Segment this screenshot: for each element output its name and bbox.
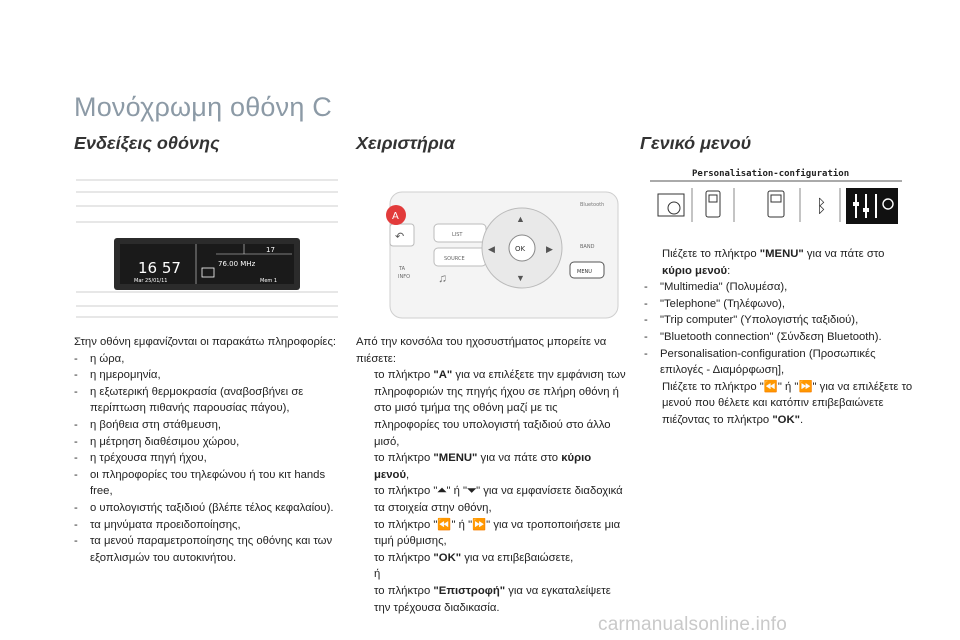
bluetooth-icon: ᛒ	[816, 196, 827, 216]
ok-button-label: OK	[515, 245, 526, 253]
list-item: το πλήκτρο "A" για να επιλέξετε την εμφάνιση των πληροφοριών της πηγής ήχου σε πλήρη οθόνη ή στο μισό τμήμα της οθόνη μαζί με τις πληροφορίες του υπολογιστή ταξιδιού στο άλλο μισό,	[374, 369, 626, 448]
label-a: A	[392, 211, 399, 222]
display-mem: Mem 1	[260, 278, 278, 284]
right-arrow-icon: ▶	[546, 244, 553, 254]
controls-text	[356, 334, 626, 616]
display-info-text	[74, 334, 342, 566]
left-arrow-icon: ◀	[488, 244, 495, 254]
controls-illustration	[354, 178, 624, 326]
list-item: το πλήκτρο "⏶" ή "⏷" για να εμφανίσετε διαδοχικά τα στοιχεία στην οθόνη,	[374, 485, 623, 514]
watermark: carmanualsonline.info	[598, 614, 788, 635]
multimedia-icon	[658, 194, 684, 216]
list-item: - η μέτρηση διαθέσιμου χώρου,	[74, 435, 240, 448]
list-item: - η τρέχουσα πηγή ήχου,	[74, 452, 207, 465]
list-item: το πλήκτρο "OK" για να επιβεβαιώσετε,	[374, 551, 574, 564]
sub-list-item: - "Trip computer" (Υπολογιστής ταξιδιού),	[644, 314, 859, 327]
sub-list-item: - Personalisation-configuration (Προσωπικές επιλογές - Διαμόρφωση],	[644, 347, 876, 377]
display-illustration	[76, 172, 338, 320]
or-text: ή	[374, 568, 381, 581]
list-item: - η εξωτερική θερμοκρασία (αναβοσβήνει σε περίπτωση πιθανής παρουσίας πάγου),	[74, 385, 304, 415]
display-freq: 76.00 MHz	[218, 260, 256, 268]
list-item: το πλήκτρο "⏪" ή "⏩" για να τροποποιήσετε μια τιμή ρύθμισης,	[374, 518, 621, 548]
band-button-label: BAND	[580, 244, 595, 250]
trip-computer-icon	[768, 191, 784, 217]
list-item: Πιέζετε το πλήκτρο "MENU" για να πάτε στο κύριο μενού:	[662, 248, 885, 277]
menu-text	[644, 246, 914, 429]
section-heading-controls: Χειριστήρια	[356, 133, 455, 153]
list-item: - τα μηνύματα προειδοποίησης,	[74, 518, 241, 531]
down-arrow-icon: ▼	[516, 273, 525, 283]
sub-list-item: - "Telephone" (Τηλέφωνο),	[644, 297, 786, 310]
menu-illustration	[650, 164, 902, 230]
menu-title: Personalisation-configuration	[692, 169, 850, 179]
music-note-icon: ♫	[438, 271, 447, 285]
list-item: - η βοήθεια στη στάθμευση,	[74, 418, 222, 431]
page-title: Μονόχρωμη οθόνη C	[74, 92, 332, 122]
list-item: το πλήκτρο "MENU" για να πάτε στο κύριο μενού,	[374, 452, 592, 481]
telephone-icon	[706, 191, 720, 217]
ta-info-label: INFO	[398, 274, 411, 280]
section-heading-display: Ενδείξεις οθόνης	[74, 133, 220, 153]
list-item: - η ώρα,	[74, 352, 125, 365]
display-time: 16 57	[138, 259, 181, 277]
bluetooth-brand-label: Bluetooth	[580, 202, 605, 208]
section-heading-menu: Γενικό μενού	[640, 133, 752, 153]
list-item: - οι πληροφορίες του τηλεφώνου ή του κιτ hands free,	[74, 468, 326, 498]
controls-intro: Από την κονσόλα του ηχοσυστήματος μπορείτε να πιέσετε:	[356, 336, 607, 365]
list-item: - ο υπολογιστής ταξιδιού (βλέπε τέλος κεφαλαίου).	[74, 501, 334, 514]
display-intro: Στην οθόνη εμφανίζονται οι παρακάτω πληροφορίες:	[74, 336, 337, 348]
list-item: - τα μενού παραμετροποίησης της οθόνης και των εξοπλισμών του αυτοκινήτου.	[74, 535, 333, 564]
display-date: Mar 25/01/11	[134, 278, 168, 284]
list-item: - η ημερομηνία,	[74, 369, 161, 382]
back-icon: ↶	[395, 231, 405, 243]
up-arrow-icon: ▲	[516, 214, 525, 224]
menu-button-label: MENU	[577, 269, 592, 275]
list-item: το πλήκτρο "Επιστροφή" για να εγκαταλείψετε την τρέχουσα διαδικασία.	[374, 584, 611, 614]
source-button-label: SOURCE	[444, 256, 465, 262]
display-temp: 17	[266, 246, 275, 254]
sub-list-item: - "Bluetooth connection" (Σύνδεση Bluetooth).	[644, 330, 882, 343]
list-button-label: LIST	[452, 232, 463, 238]
settings-icon	[846, 188, 898, 224]
ta-button-label: TA	[399, 266, 406, 272]
sub-list-item: - "Multimedia" (Πολυμέσα),	[644, 281, 788, 294]
list-item: Πιέζετε το πλήκτρο "⏪" ή "⏩" για να επιλέξετε το μενού που θέλετε και κατόπιν επιβεβαιώνετε πιέζοντας το πλήκτρο "OK".	[662, 380, 913, 426]
